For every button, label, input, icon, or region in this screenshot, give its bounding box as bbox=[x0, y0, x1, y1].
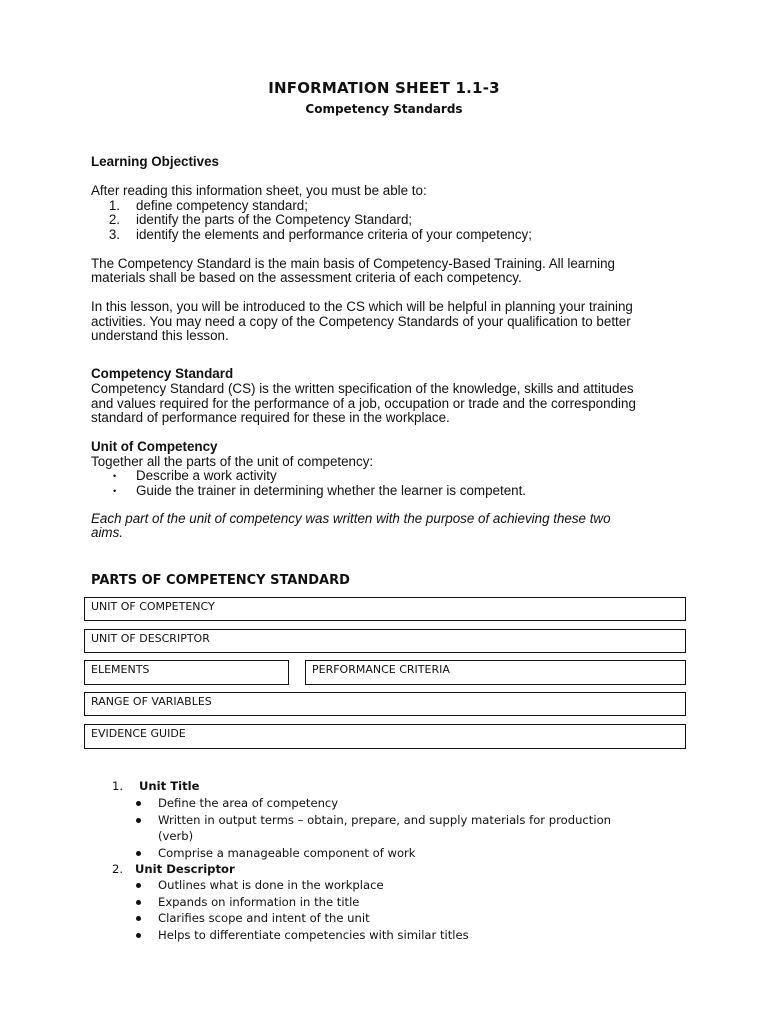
paragraph-line: materials shall be based on the assessment criteria of each competency. bbox=[91, 270, 522, 285]
paragraph-line: standard of performance required for these in the workplace. bbox=[91, 410, 450, 425]
paragraph-line: Competency Standard (CS) is the written specification of the knowledge, skills and attitudes bbox=[91, 381, 634, 396]
document-subtitle: Competency Standards bbox=[305, 102, 463, 116]
list-item-text: Helps to differentiate competencies with similar titles bbox=[158, 928, 469, 942]
paragraph-line: In this lesson, you will be introduced to the CS which will be helpful in planning your training bbox=[91, 299, 633, 314]
list-item-text: Describe a work activity bbox=[136, 468, 277, 483]
list-item-continuation bbox=[136, 828, 676, 844]
list-item bbox=[136, 812, 676, 828]
list-item-text: (verb) bbox=[158, 829, 194, 843]
box-label: RANGE OF VARIABLES bbox=[91, 695, 212, 708]
note-line: Each part of the unit of competency was written with the purpose of achieving these two bbox=[91, 511, 611, 526]
paragraph-line: understand this lesson. bbox=[91, 328, 229, 343]
learning-objectives-intro: After reading this information sheet, you must be able to: bbox=[91, 183, 427, 198]
objective-text: identify the parts of the Competency Standard; bbox=[136, 212, 413, 227]
box-label: PERFORMANCE CRITERIA bbox=[312, 663, 450, 676]
list-item-text: Outlines what is done in the workplace bbox=[158, 878, 384, 892]
bullet-icon bbox=[136, 851, 141, 856]
objective-number: 2. bbox=[108, 212, 120, 227]
bullet-icon bbox=[136, 933, 141, 938]
paragraph-line: and values required for the performance of a job, occupation or trade and the corresponding bbox=[91, 396, 636, 411]
bullet-icon bbox=[136, 916, 141, 921]
paragraph-line: activities. You may need a copy of the Competency Standards of your qualification to better bbox=[91, 314, 631, 329]
bullet-icon bbox=[136, 801, 141, 806]
list-item bbox=[136, 894, 676, 910]
box-label: UNIT OF COMPETENCY bbox=[91, 600, 215, 613]
parts-heading: PARTS OF COMPETENCY STANDARD bbox=[91, 573, 350, 588]
list-item bbox=[136, 910, 676, 926]
item-title: Unit Title bbox=[139, 779, 200, 793]
performance-criteria-box bbox=[305, 660, 686, 685]
learning-objectives-heading: Learning Objectives bbox=[91, 154, 219, 169]
unit-of-competency-heading: Unit of Competency bbox=[91, 439, 218, 454]
competency-standard-heading: Competency Standard bbox=[91, 366, 234, 381]
list-item-text: Guide the trainer in determining whether the learner is competent. bbox=[136, 483, 527, 498]
range-of-variables-box bbox=[84, 692, 686, 716]
note-line: aims. bbox=[91, 525, 123, 540]
list-item-text: Define the area of competency bbox=[158, 796, 339, 810]
numbered-item bbox=[104, 778, 664, 794]
list-item-text: Expands on information in the title bbox=[158, 895, 360, 909]
bullet-icon: • bbox=[113, 486, 117, 496]
list-item bbox=[136, 927, 676, 943]
item-number: 1. bbox=[112, 779, 124, 793]
objective-text: identify the elements and performance criteria of your competency; bbox=[136, 227, 532, 242]
objective-number: 1. bbox=[108, 198, 120, 213]
item-number: 2. bbox=[112, 862, 124, 876]
objective-text: define competency standard; bbox=[136, 198, 308, 213]
evidence-guide-box bbox=[84, 724, 686, 749]
box-label: UNIT OF DESCRIPTOR bbox=[91, 632, 210, 645]
list-item-text: Clarifies scope and intent of the unit bbox=[158, 911, 370, 925]
box-label: ELEMENTS bbox=[91, 663, 150, 676]
list-item-text: Written in output terms – obtain, prepare, and supply materials for production bbox=[158, 813, 612, 827]
elements-box bbox=[84, 660, 289, 685]
paragraph-line: The Competency Standard is the main basis of Competency-Based Training. All learning bbox=[91, 256, 615, 271]
list-item bbox=[136, 845, 676, 861]
box-label: EVIDENCE GUIDE bbox=[91, 727, 186, 740]
list-item bbox=[136, 877, 676, 893]
unit-of-competency-intro: Together all the parts of the unit of competency: bbox=[91, 454, 374, 469]
bullet-icon bbox=[136, 900, 141, 905]
numbered-item bbox=[104, 861, 664, 877]
list-item-text: Comprise a manageable component of work bbox=[158, 846, 416, 860]
list-item bbox=[136, 795, 676, 811]
unit-descriptor-box bbox=[84, 629, 686, 653]
objective-number: 3. bbox=[108, 227, 120, 242]
bullet-icon bbox=[136, 818, 141, 823]
unit-of-competency-box bbox=[84, 597, 686, 621]
bullet-icon bbox=[136, 883, 141, 888]
document-title: INFORMATION SHEET 1.1-3 bbox=[268, 79, 500, 97]
item-title: Unit Descriptor bbox=[135, 862, 235, 876]
bullet-icon: • bbox=[113, 471, 117, 481]
